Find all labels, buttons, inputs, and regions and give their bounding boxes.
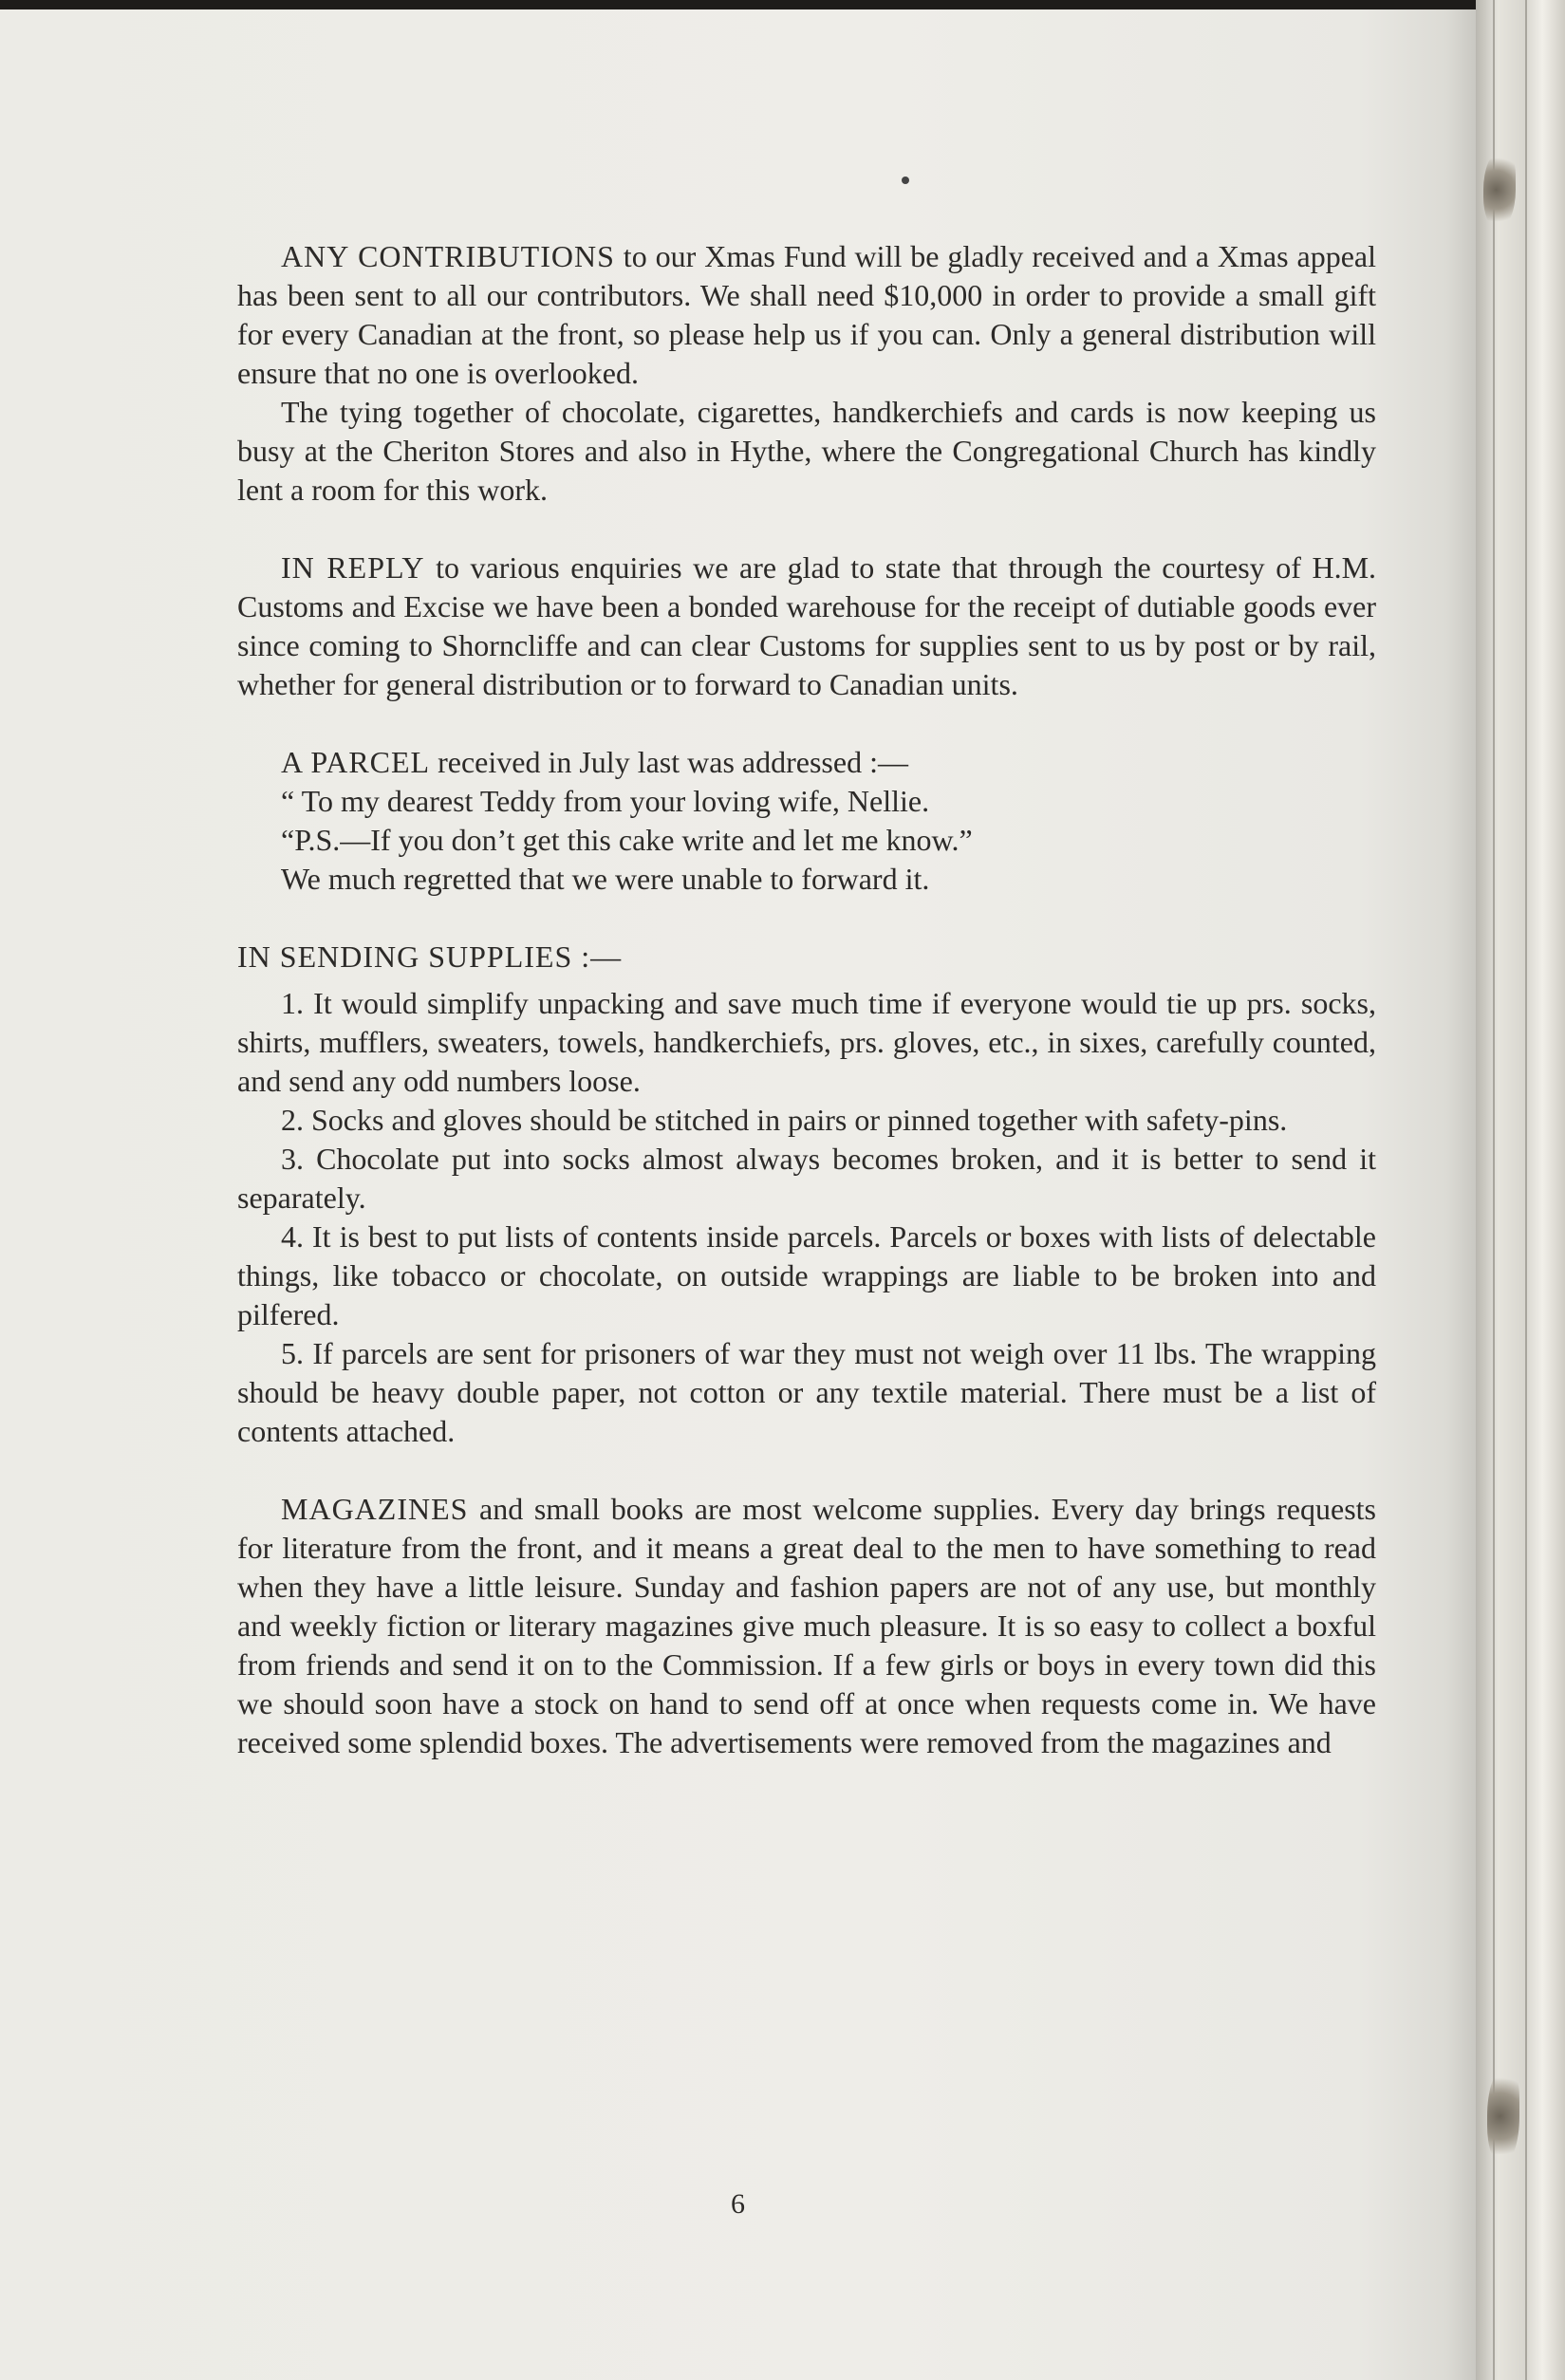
supplies-item-3: 3. Chocolate put into socks almost always becomes broken, and it is better to send it separately. [237, 1142, 1376, 1215]
contributions-paragraph-2: The tying together of chocolate, cigarettes, handkerchiefs and cards is now keeping us busy at the Cheriton Stores and also in Hythe, where the Congregational Church has kindly lent a room for this work. [237, 395, 1376, 507]
contributions-lead: ANY CONTRIBUTIONS [281, 239, 615, 273]
edge-tear-mark [1483, 152, 1516, 228]
magazines-section [237, 1490, 1376, 1762]
supplies-item-1: 1. It would simplify unpacking and save much time if everyone would tie up prs. socks, shirts, mufflers, sweaters, towels, handkerchiefs, prs. gloves, etc., in sixes, carefully counted, and send any odd numbers loose. [237, 986, 1376, 1098]
parcel-line-1 [237, 743, 1376, 782]
page-fore-edge [1476, 0, 1565, 2380]
supplies-heading: IN SENDING SUPPLIES :— [237, 939, 623, 974]
edge-tear-mark [1487, 2069, 1519, 2164]
magazines-lead: MAGAZINES [281, 1492, 469, 1526]
supplies-item-5: 5. If parcels are sent for prisoners of war they must not weigh over 11 lbs. The wrapping should be heavy double paper, not cotton or any textile material. There must be a list of contents attached. [237, 1336, 1376, 1448]
parcel-line-2: “ To my dearest Teddy from your loving wife, Nellie. [281, 784, 930, 818]
parcel-line-1-text: received in July last was addressed :— [438, 745, 908, 779]
edge-line [1525, 0, 1527, 2380]
page-number: 6 [731, 2188, 745, 2220]
page-body-text [237, 237, 1376, 1801]
contributions-paragraph-1 [237, 237, 1376, 393]
printer-dot-mark [902, 177, 909, 184]
parcel-line-3: “P.S.—If you don’t get this cake write and let me know.” [281, 823, 973, 857]
magazines-paragraph [237, 1490, 1376, 1762]
reply-section [237, 549, 1376, 704]
parcel-section [237, 743, 1376, 899]
contributions-text: to our Xmas Fund will be gladly received and a Xmas appeal has been sent to all our contributors. We shall need $10,000 in order to provide a small gift for every Canadian at the front, so please help us if you can. Only a general distribution will ensure that no one is overlooked. [237, 239, 1376, 390]
contributions-section [237, 237, 1376, 510]
parcel-lead: A PARCEL [281, 745, 431, 779]
supplies-item-2: 2. Socks and gloves should be stitched in pairs or pinned together with safety-pins. [281, 1103, 1288, 1137]
supplies-section [237, 938, 1376, 1451]
parcel-line-4: We much regretted that we were unable to forward it. [281, 862, 930, 896]
reply-text: to various enquiries we are glad to state that through the courtesy of H.M. Customs and Excise we have been a bonded warehouse for the receipt of dutiable goods ever since coming to Shorncliffe and can clear Customs for supplies sent to us by post or by rail, whether for general distribution or to forward to Canadian units. [237, 550, 1377, 701]
magazines-text: and small books are most welcome supplies. Every day brings requests for literature from the front, and it means a great deal to the men to have something to read when they have a little leisure. Sunday and fashion papers are not of any use, but monthly and weekly fiction or literary magazines give much pleasure. It is so easy to collect a boxful from friends and send it on to the Commission. If a few girls or boys in every town did this we should soon have a stock on hand to send off at once when requests come in. We have received some splendid boxes. The advertisements were removed from the magazines and [237, 1492, 1377, 1759]
supplies-item-4: 4. It is best to put lists of contents inside parcels. Parcels or boxes with lists of delectable things, like tobacco or chocolate, on outside wrappings are liable to be broken into and pilfered. [237, 1219, 1376, 1331]
page-top-shadow [0, 0, 1476, 9]
reply-lead: IN REPLY [281, 550, 425, 585]
edge-line [1493, 0, 1495, 2380]
reply-paragraph [237, 549, 1376, 704]
